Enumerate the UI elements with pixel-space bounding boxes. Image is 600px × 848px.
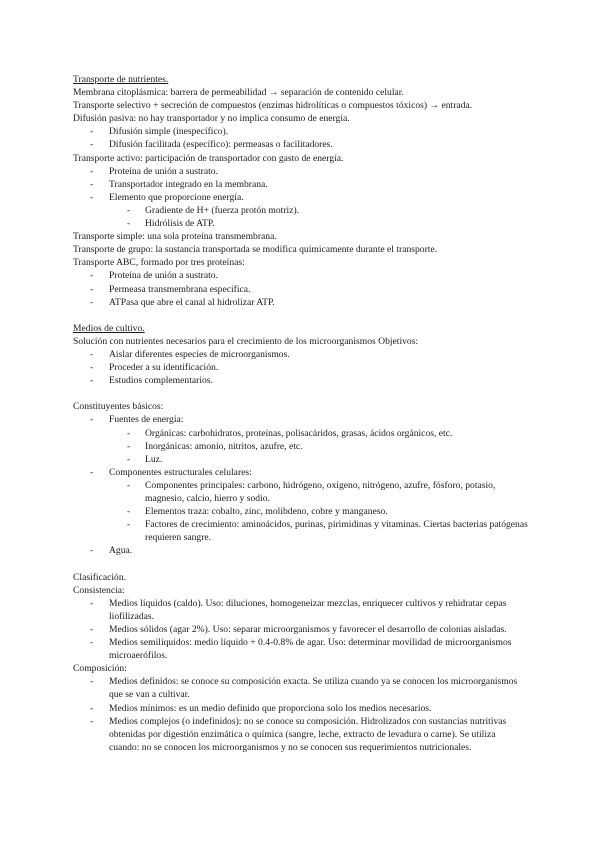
list-item: - Difusión facilitada (específico): permeasas o facilitadores.: [90, 139, 333, 151]
list-item-text: Estudios complementarios.: [109, 375, 213, 387]
list-item-text: Difusión simple (inespecífico).: [109, 126, 229, 138]
list-item: - Medios complejos (o indefinidos): no se conoce su composición. Hidrolizados con sustancias nutritivas obtenidas por digestión enzimática o química (sangre, leche, extracto de levadura o carne). Se utiliza cuando: no se conocen los microorganismos y no se conocen sus requerimientos nutricionales.: [90, 715, 507, 753]
list-item-text: Agua.: [109, 545, 133, 557]
sub-list-item: - Hidrólisis de ATP.: [127, 218, 215, 230]
list-item: - Medios sólidos (agar 2%). Uso: separar microorganismos y favorecer el desarrollo de colonias aisladas.: [90, 623, 507, 635]
list-item: - Estudios complementarios.: [90, 375, 213, 387]
list-item: - Aislar diferentes especies de microorganismos.: [90, 348, 290, 360]
list-item-text: Aislar diferentes especies de microorganismos.: [109, 348, 290, 360]
paragraph-abc-transport: Transporte ABC, formado por tres proteínas:: [73, 257, 245, 269]
list-item-text: Medios líquidos (caldo). Uso: diluciones, homogeneizar mezclas, enriquecer cultivos y rehidratar cepas liofilizadas.: [109, 597, 507, 622]
paragraph-group-transport: Transporte de grupo: la sustancia transportada se modifica químicamente durante el transporte.: [73, 244, 438, 256]
sub-list-item: - Luz.: [127, 453, 163, 465]
list-item: - Proceder a su identificación.: [90, 362, 219, 374]
list-item-text: Transportador integrado en la membrana.: [109, 178, 268, 190]
list-item: - Medios semilíquidos: medio líquido + 0.4-0.8% de agar. Uso: determinar movilidad de microorganismos microaerófilos.: [90, 637, 512, 662]
list-item-text: Inorgánicas: amonio, nitritos, azufre, etc.: [145, 440, 303, 452]
list-item: - Medios mínimos: es un medio definido que proporciona solo los medios necesarios.: [90, 702, 432, 714]
list-item-text: Medios definidos: se conoce su composición exacta. Se utiliza cuando ya se conocen los microorganismos que se van a cultivar.: [109, 676, 518, 701]
section-title-media: Medios de cultivo.: [73, 322, 145, 334]
sub-list-item: - Orgánicas: carbohidratos, proteínas, polisacáridos, grasas, ácidos orgánicos, etc.: [127, 427, 453, 439]
list-item: - ATPasa que abre el canal al hidrolizar ATP.: [90, 296, 275, 308]
list-item: - Difusión simple (inespecífico).: [90, 126, 229, 138]
paragraph-simple-transport: Transporte simple: una sola proteína transmembrana.: [73, 231, 277, 243]
list-item-text: Medios mínimos: es un medio definido que proporciona solo los medios necesarios.: [109, 702, 432, 714]
paragraph-selective-transport: Transporte selectivo + secreción de compuestos (enzimas hidrolíticas o compuestos tóxicos) → entrada.: [73, 100, 473, 112]
list-item-text: Medios complejos (o indefinidos): no se conoce su composición. Hidrolizados con sustancias nutritivas obtenidas por digestión enzimática o química (sangre, leche, extracto de levadura o carne). Se utiliza cuando: no se conocen los microorganismos y no se conocen sus requerimientos nutricionales.: [109, 715, 507, 753]
paragraph-basic-constituents: Constituyentes básicos:: [73, 401, 164, 413]
sub-list-item: - Gradiente de H+ (fuerza protón motriz).: [127, 204, 300, 216]
sub-list-item: - Componentes principales: carbono, hidrógeno, oxígeno, nitrógeno, azufre, fósforo, potasio, magnesio, calcio, hierro y sodio.: [127, 479, 496, 504]
list-item-text: Medios sólidos (agar 2%). Uso: separar microorganismos y favorecer el desarrollo de colonias aisladas.: [109, 623, 507, 635]
list-item-text: Difusión facilitada (específico): permeasas o facilitadores.: [109, 139, 333, 151]
list-item-text: Fuentes de energía:: [109, 414, 184, 426]
list-item-text: Componentes principales: carbono, hidrógeno, oxígeno, nitrógeno, azufre, fósforo, potasio, magnesio, calcio, hierro y sodio.: [145, 479, 496, 504]
list-item-text: Medios semilíquidos: medio líquido + 0.4-0.8% de agar. Uso: determinar movilidad de microorganismos microaerófilos.: [109, 637, 512, 662]
list-item-text: Proteína de unión a sustrato.: [109, 270, 218, 282]
list-item: - Proteína de unión a sustrato.: [90, 270, 218, 282]
list-item-text: Gradiente de H+ (fuerza protón motriz).: [145, 204, 300, 216]
document-body: [73, 73, 528, 754]
list-item: - Componentes estructurales celulares:: [90, 466, 252, 478]
list-item-text: Componentes estructurales celulares:: [109, 466, 252, 478]
list-item-text: Hidrólisis de ATP.: [145, 218, 215, 230]
list-item: - Elemento que proporcione energía.: [90, 191, 244, 203]
paragraph-active-transport: Transporte activo: participación de transportador con gasto de energía.: [73, 152, 344, 164]
paragraph-media-intro: Solución con nutrientes necesarios para el crecimiento de los microorganismos Objetivos:: [73, 335, 419, 347]
paragraph-passive-diffusion: Difusión pasiva: no hay transportador y no implica consumo de energía.: [73, 113, 350, 125]
sub-list-item: - Elementos traza: cobalto, zinc, molibdeno, cobre y manganeso.: [127, 506, 388, 518]
section-title-classification: Clasificación.: [73, 571, 127, 583]
list-item: - Fuentes de energía:: [90, 414, 184, 426]
list-item-text: Permeasa transmembrana específica.: [109, 283, 251, 295]
list-item-text: Proceder a su identificación.: [109, 362, 219, 374]
list-item-text: Elementos traza: cobalto, zinc, molibdeno, cobre y manganeso.: [145, 506, 388, 518]
list-item: - Medios definidos: se conoce su composición exacta. Se utiliza cuando ya se conocen los microorganismos que se van a cultivar.: [90, 676, 518, 701]
paragraph-membrane: Membrana citoplásmica: barrera de permeabilidad → separación de contenido celular.: [73, 87, 404, 99]
list-item: - Agua.: [90, 545, 133, 557]
list-item-text: Proteína de unión a sustrato.: [109, 165, 218, 177]
paragraph-consistency: Consistencia:: [73, 584, 125, 596]
list-item-text: Luz.: [145, 453, 163, 465]
list-item: - Permeasa transmembrana específica.: [90, 283, 251, 295]
list-item-text: Orgánicas: carbohidratos, proteínas, polisacáridos, grasas, ácidos orgánicos, etc.: [145, 427, 453, 439]
list-item-text: Factores de crecimiento: aminoácidos, purinas, pirimidinas y vitaminas. Ciertas bacterias patógenas requieren sangre.: [145, 519, 528, 544]
section-title-transport: Transporte de nutrientes.: [73, 74, 169, 85]
sub-list-item: - Factores de crecimiento: aminoácidos, purinas, pirimidinas y vitaminas. Ciertas bacterias patógenas requieren sangre.: [127, 519, 528, 544]
sub-list-item: - Inorgánicas: amonio, nitritos, azufre, etc.: [127, 440, 303, 452]
list-item-text: Elemento que proporcione energía.: [109, 191, 244, 203]
list-item-text: ATPasa que abre el canal al hidrolizar ATP.: [109, 296, 275, 308]
list-item: - Medios líquidos (caldo). Uso: diluciones, homogeneizar mezclas, enriquecer cultivos y rehidratar cepas liofilizadas.: [90, 597, 507, 622]
paragraph-composition: Composición:: [73, 663, 127, 675]
list-item: - Proteína de unión a sustrato.: [90, 165, 218, 177]
list-item: - Transportador integrado en la membrana.: [90, 178, 268, 190]
